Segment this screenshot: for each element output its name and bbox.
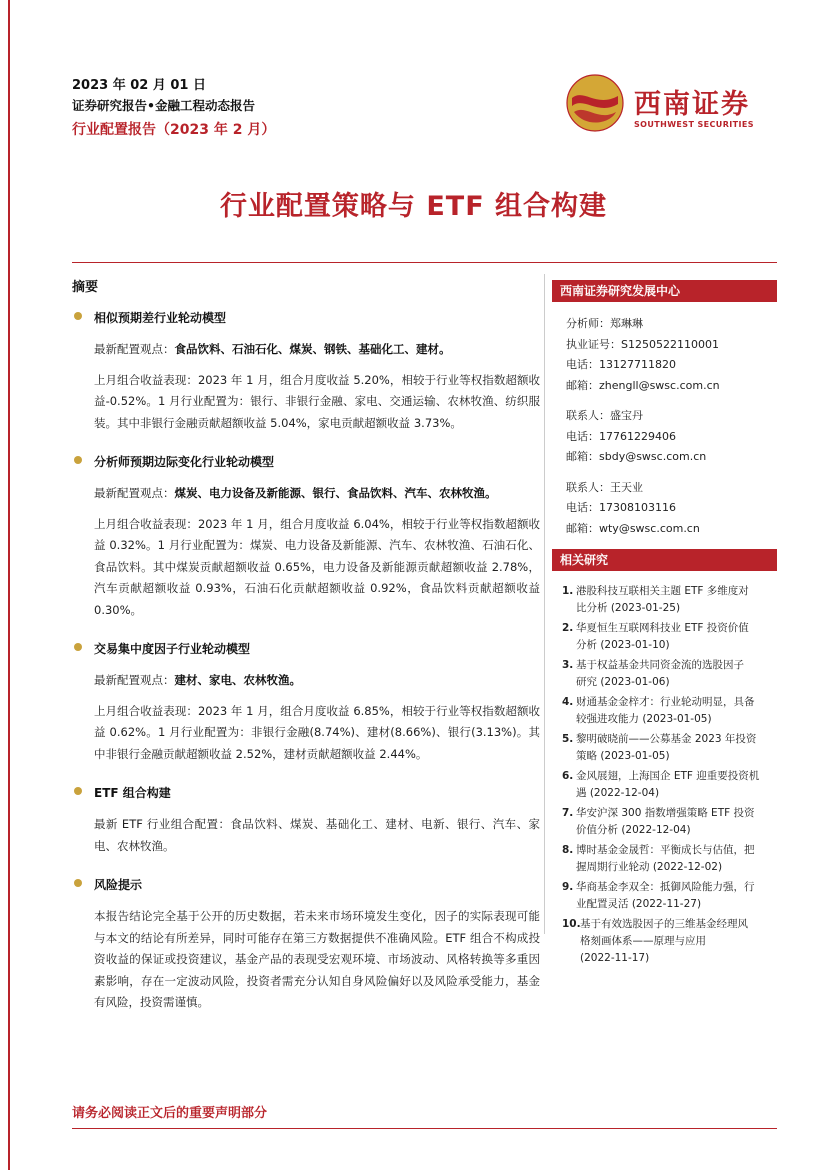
footer-divider <box>72 1128 777 1129</box>
report-subtitle: 行业配置报告（2023 年 2 月） <box>72 122 276 138</box>
column-divider <box>544 274 545 934</box>
title-divider <box>72 262 777 263</box>
contact-block <box>552 478 777 540</box>
section-heading: 风险提示 <box>72 876 540 893</box>
bullet-icon <box>74 312 82 320</box>
page-title: 行业配置策略与 ETF 组合构建 <box>219 191 608 222</box>
contact-line: 电话：17761229406 <box>566 429 676 443</box>
section-view: 最新配置观点：食品饮料、石油石化、煤炭、钢铁、基础化工、建材。 <box>94 342 451 356</box>
contact-email-link[interactable]: 邮箱：zhengll@swsc.com.cn <box>566 378 720 392</box>
sidebar <box>552 280 777 970</box>
related-research-bar: 相关研究 <box>552 549 777 571</box>
contact-email-link[interactable]: 邮箱：wty@swsc.com.cn <box>566 521 700 535</box>
left-edge-line <box>8 0 10 1170</box>
contact-block <box>552 406 777 468</box>
company-logo <box>566 72 766 138</box>
related-item[interactable]: 9. 华商基金李双全：抵御风险能力强，行 业配置灵活 (2022-11-27) <box>562 881 755 910</box>
section-body: 上月组合收益表现：2023 年 1 月，组合月度收益 6.85%，相较于行业等权指数超额收益 0.62%。1 月行业配置为：非银行金融(8.74%)、建材(8.66%)、银行(3.13%)。其中非银行金融贡献超额收益 2.52%，建材贡献超额收益 2.44%。 <box>94 703 540 761</box>
section-body: 上月组合收益表现：2023 年 1 月，组合月度收益 6.04%，相较于行业等权指数超额收益 0.32%。1 月行业配置为：煤炭、电力设备及新能源、汽车、农林牧渔、石油石化、食品饮料。其中煤炭贡献超额收益 0.65%，电力设备及新能源贡献超额收益 2.78%，汽车贡献超额收益 0.93%，石油石化贡献超额收益 0.92%，食品饮料贡献超额收益 0.30%。 <box>94 516 540 617</box>
contact-line: 联系人：王天业 <box>566 480 643 494</box>
report-date: 2023 年 02 月 01 日 <box>72 78 206 93</box>
contact-line: 联系人：盛宝丹 <box>566 409 643 422</box>
related-research-list <box>552 583 777 967</box>
related-item[interactable]: 2. 华夏恒生互联网科技业 ETF 投资价值 分析 (2023-01-10) <box>562 622 749 651</box>
section-body: 本报告结论完全基于公开的历史数据，若未来市场环境发生变化，因子的实际表现可能与本文的结论有所差异，同时可能存在第三方数据提供不准确风险。ETF 组合不构成投资收益的保证或投资建议，基金产品的表现受宏观环境、市场波动、风格转换等多重因素影响，存在一定波动风险，投资者需充分认知自身风险偏好以及风险承受能力，基金有风险，投资需谨慎。 <box>94 909 540 1009</box>
abstract-heading: 摘要 <box>72 280 99 295</box>
report-type: 证券研究报告•金融工程动态报告 <box>72 98 255 113</box>
section-body: 最新 ETF 行业组合配置：食品饮料、煤炭、基础化工、建材、电新、银行、汽车、家电、农林牧渔。 <box>94 817 540 853</box>
contact-line: 电话：13127711820 <box>566 358 676 371</box>
related-item[interactable]: 3. 基于权益基金共同资金流的选股因子 研究 (2023-01-06) <box>562 659 744 688</box>
related-item[interactable]: 4. 财通基金金梓才：行业轮动明显，具备 较强进攻能力 (2023-01-05) <box>562 696 755 725</box>
bullet-icon <box>74 456 82 464</box>
contact-line: 执业证号：S1250522110001 <box>566 337 719 351</box>
bullet-icon <box>74 879 82 887</box>
contact-line: 电话：17308103116 <box>566 501 676 514</box>
section-heading: ETF 组合构建 <box>72 784 540 801</box>
related-item[interactable]: 7. 华安沪深 300 指数增强策略 ETF 投资 价值分析 (2022-12-04) <box>562 807 755 836</box>
footer-disclaimer: 请务必阅读正文后的重要声明部分 <box>72 1106 268 1121</box>
section-view: 最新配置观点：煤炭、电力设备及新能源、银行、食品饮料、汽车、农林牧渔。 <box>94 486 497 500</box>
contact-block <box>552 314 777 396</box>
logo-emblem-icon <box>566 74 624 132</box>
section-heading: 相似预期差行业轮动模型 <box>72 309 540 326</box>
logo-name-cn: 西南证券 <box>634 89 750 120</box>
contact-email-link[interactable]: 邮箱：sbdy@swsc.com.cn <box>566 450 707 463</box>
section-heading: 交易集中度因子行业轮动模型 <box>72 640 540 657</box>
section-view: 最新配置观点：建材、家电、农林牧渔。 <box>94 673 301 687</box>
related-item[interactable]: 6. 金风展翅，上海国企 ETF 迎重要投资机 遇 (2022-12-04) <box>562 770 760 799</box>
contact-line: 分析师：郑琳琳 <box>566 317 643 330</box>
sidebar-center-bar: 西南证券研究发展中心 <box>552 280 777 302</box>
abstract-column <box>72 276 540 1023</box>
related-item[interactable]: 5. 黎明破晓前——公募基金 2023 年投资 策略 (2023-01-05) <box>562 733 757 762</box>
section-body: 上月组合收益表现：2023 年 1 月，组合月度收益 5.20%，相较于行业等权指数超额收益-0.52%。1 月行业配置为：银行、非银行金融、家电、交通运输、农林牧渔、纺织服装。其中非银行金融贡献超额收益 5.04%，家电贡献超额收益 3.73%。 <box>94 372 540 430</box>
related-item[interactable]: 8. 博时基金金晟哲：平衡成长与估值，把 握周期行业轮动 (2022-12-02) <box>562 844 755 873</box>
logo-name-en: SOUTHWEST SECURITIES <box>634 120 754 129</box>
bullet-icon <box>74 787 82 795</box>
bullet-icon <box>74 643 82 651</box>
related-item[interactable]: 10. 基于有效选股因子的三维基金经理风 格刻画体系——原理与应用 (2022-11-17) <box>562 918 748 964</box>
section-heading: 分析师预期边际变化行业轮动模型 <box>72 453 540 470</box>
related-item[interactable]: 1. 港股科技互联相关主题 ETF 多维度对 比分析 (2023-01-25) <box>562 585 749 614</box>
